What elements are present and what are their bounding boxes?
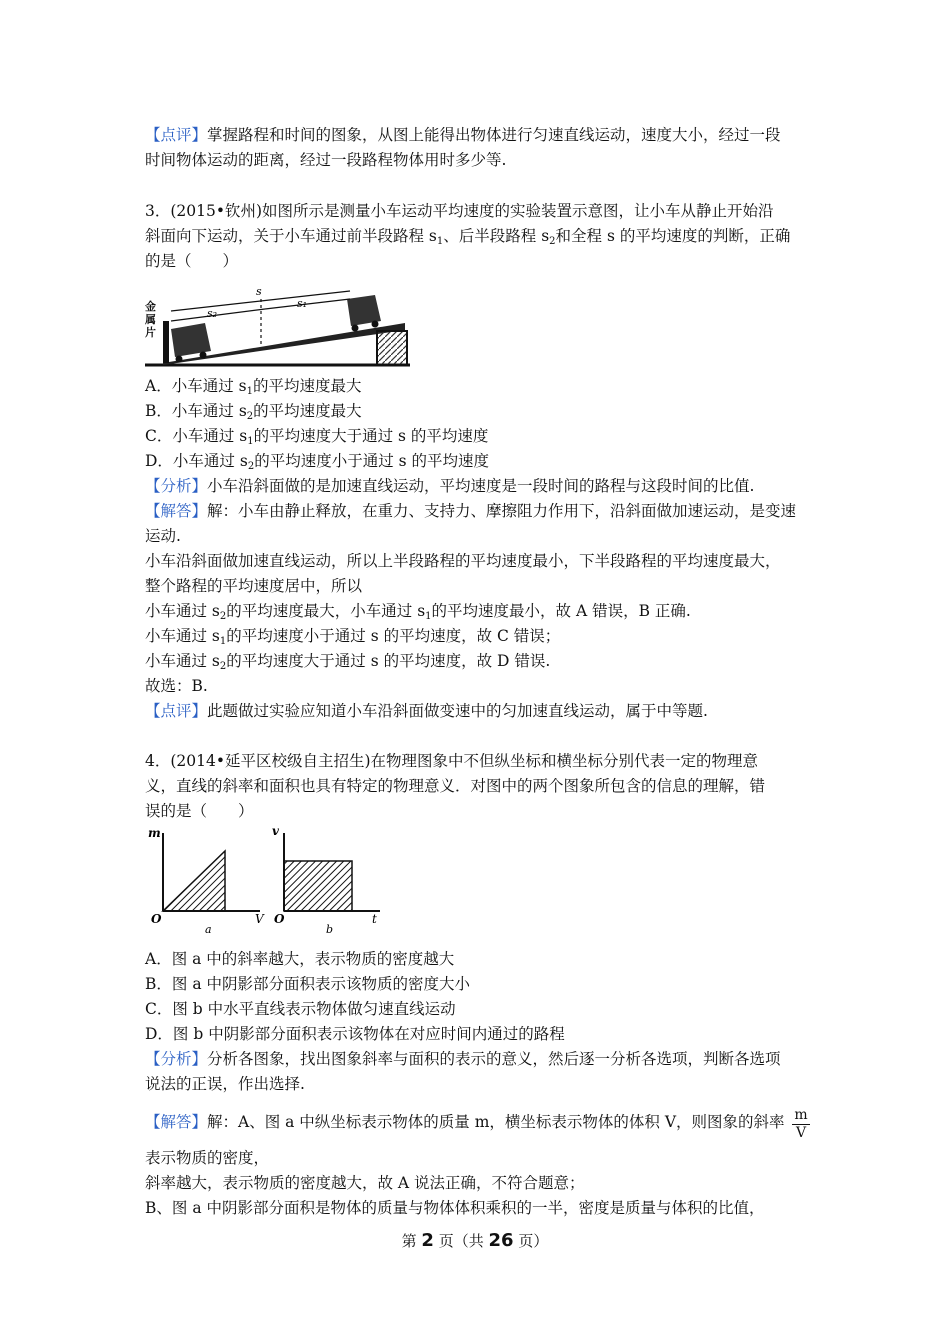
question-4-analysis-2: 说法的正误，作出选择. (145, 1075, 305, 1093)
question-3-option-d: D．小车通过 $s_2$的平均速度小于通过 s 的平均速度 (145, 452, 489, 472)
fraction-m-over-V: m V (790, 1107, 812, 1142)
fig-label-s: s (256, 285, 262, 298)
cart-bottom (171, 323, 211, 363)
metal-piece (163, 321, 169, 363)
question-3-review: 【点评】此题做过实验应知道小车沿斜面做变速中的匀加速直线运动，属于中等题. (145, 702, 708, 720)
question-3-stem-1: 3．(2015•钦州)如图所示是测量小车运动平均速度的实验装置示意图，让小车从静止开始沿 (145, 202, 774, 220)
question-3-solution-5: 小车通过 $s_2$的平均速度最大，小车通过 $s_1$的平均速度最小，故 A 错误，B 正确. (145, 602, 691, 622)
question-3-stem-3: 的是（ ） (145, 252, 239, 270)
cart-top (347, 295, 381, 332)
shaded-rectangle (284, 861, 352, 911)
question-3-solution-7: 小车通过 $s_2$的平均速度大于通过 s 的平均速度，故 D 错误. (145, 652, 551, 672)
s2-arrow (171, 309, 265, 321)
incline-figure (145, 283, 415, 369)
fig-label-s2: s₂ (207, 307, 218, 320)
review-tag: 【点评】 (145, 126, 208, 144)
question-4-option-d: D．图 b 中阴影部分面积表示该物体在对应时间内通过的路程 (145, 1025, 565, 1043)
question-4-option-a: A．图 a 中的斜率越大，表示物质的密度越大 (145, 950, 455, 968)
page-footer: 第 2 页（共 26 页） (401, 1230, 549, 1251)
shaded-triangle (163, 851, 225, 911)
label-origin-a: O (151, 912, 162, 926)
question-3-option-a: A．小车通过 $s_1$的平均速度最大 (145, 377, 362, 397)
question-4-solution-3: 斜率越大，表示物质的密度越大，故 A 说法正确，不符合题意； (145, 1174, 585, 1192)
question-4-option-b: B．图 a 中阴影部分面积表示该物质的密度大小 (145, 975, 470, 993)
question-3-solution-3: 小车沿斜面做加速直线运动，所以上半段路程的平均速度最小，下半段路程的平均速度最大， (145, 552, 781, 570)
label-origin-b: O (274, 912, 285, 926)
label-b: b (326, 923, 334, 936)
review-line-2: 时间物体运动的距离，经过一段路程物体用时多少等. (145, 151, 507, 169)
label-m: m (148, 826, 161, 840)
page-number: 2 (421, 1230, 434, 1251)
label-v: v (272, 824, 279, 838)
question-3-solution-1: 【解答】解：小车由静止释放，在重力、支持力、摩擦阻力作用下，沿斜面做加速运动，是变速 (145, 502, 797, 520)
question-3-solution-2: 运动. (145, 527, 181, 545)
label-V: V (255, 912, 264, 926)
question-4-option-c: C．图 b 中水平直线表示物体做匀速直线运动 (145, 1000, 456, 1018)
question-4-analysis-1: 【分析】分析各图象，找出图象斜率与面积的表示的意义，然后逐一分析各选项，判断各选项 (145, 1050, 781, 1068)
label-t: t (372, 912, 377, 926)
question-4-stem-3: 误的是（ ） (145, 802, 254, 820)
question-3-solution-4: 整个路程的平均速度居中，所以 (145, 577, 363, 595)
question-4-solution-1: 【解答】解：A、图 a 中纵坐标表示物体的质量 m，横坐标表示物体的体积 V，则图象的斜率 (145, 1113, 785, 1131)
total-pages: 26 (488, 1230, 514, 1251)
question-4-stem-2: 义，直线的斜率和面积也具有特定的物理意义．对图中的两个图象所包含的信息的理解，错 (145, 777, 766, 795)
question-4-stem-1: 4．(2014•延平区校级自主招生)在物理图象中不但纵坐标和横坐标分别代表一定的物理意 (145, 752, 759, 770)
graph-b (268, 823, 393, 938)
fig-label-s1: s₁ (297, 297, 308, 310)
question-3-option-b: B．小车通过 $s_2$的平均速度最大 (145, 402, 362, 422)
graph-a (145, 823, 270, 938)
label-a: a (205, 923, 212, 936)
question-4-solution-4: B、图 a 中阴影部分面积是物体的质量与物体体积乘积的一半，密度是质量与体积的比值， (145, 1199, 765, 1217)
question-3-solution-6: 小车通过 $s_1$的平均速度小于通过 s 的平均速度，故 C 错误； (145, 627, 561, 647)
s1-arrow (265, 299, 350, 309)
wood-block (377, 331, 407, 365)
question-4-solution-2: 表示物质的密度， (145, 1149, 270, 1167)
question-3-stem-2: 斜面向下运动，关于小车通过前半段路程 $s_1$、后半段路程 $s_2$和全程 s 的平均速度的判断，正确 (145, 227, 791, 247)
question-3-analysis: 【分析】小车沿斜面做的是加速直线运动，平均速度是一段时间的路程与这段时间的比值. (145, 477, 755, 495)
fig-label-metal: 金属片 (145, 300, 156, 339)
review-line-1: 【点评】掌握路程和时间的图象，从图上能得出物体进行匀速直线运动，速度大小，经过一段 (145, 126, 781, 144)
question-3-answer: 故选：B. (145, 677, 208, 695)
question-3-option-c: C．小车通过 $s_1$的平均速度大于通过 s 的平均速度 (145, 427, 489, 447)
